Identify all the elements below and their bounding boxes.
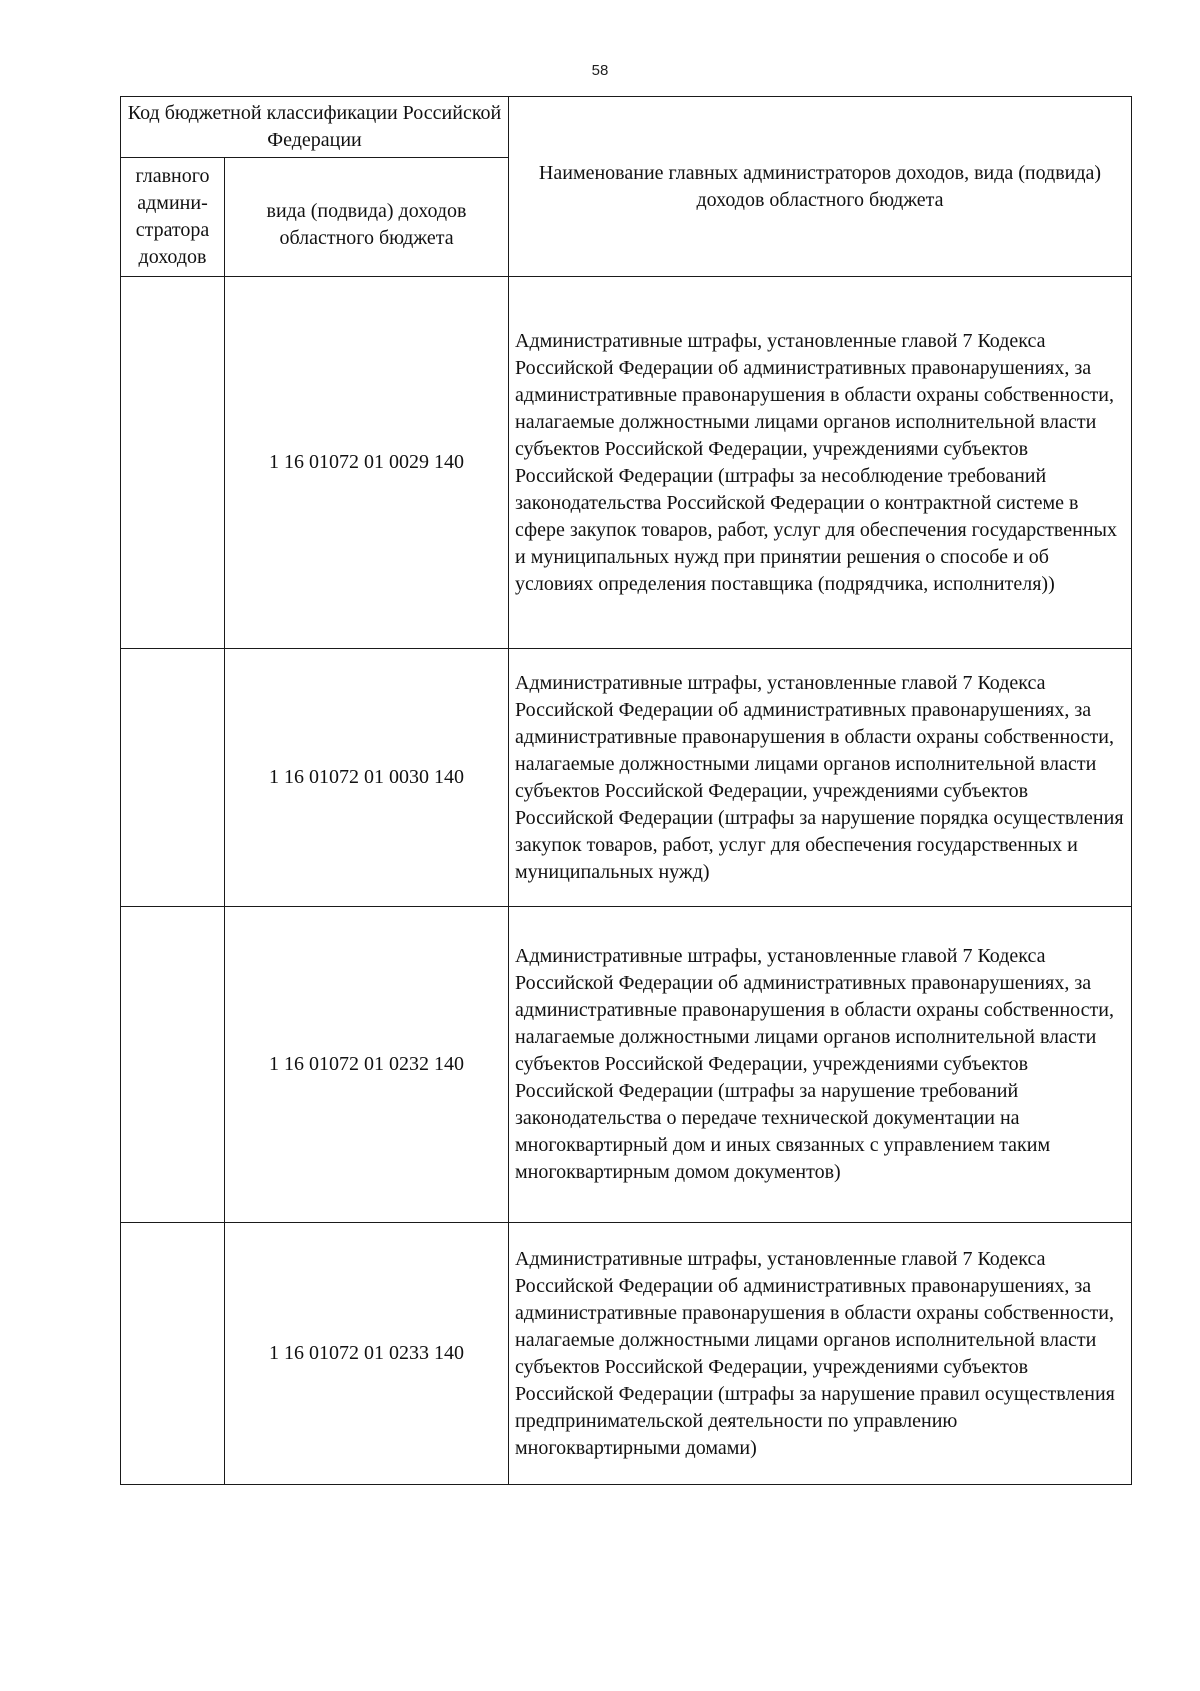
header-admin-column: главного админи- стратора доходов <box>121 158 225 277</box>
code-cell: 1 16 01072 01 0029 140 <box>225 277 509 649</box>
name-text: Административные штрафы, установленные главой 7 Кодекса Российской Федерации об административных правонарушениях, за административные правонарушения в области охраны собственности, налагаемые должностными лицами органов исполнительной власти субъектов Российской Федерации, учреждениями субъектов Российской Федерации (штрафы за нарушение порядка осуществления закупок товаров, работ, услуг для обеспечения государственных и муниципальных нужд) <box>515 671 1124 883</box>
code-cell: 1 16 01072 01 0232 140 <box>225 907 509 1223</box>
admin-cell <box>121 1223 225 1485</box>
budget-classification-table <box>120 96 1132 1485</box>
header-row-top <box>121 97 1132 158</box>
page-number: 58 <box>591 62 609 79</box>
name-cell <box>509 907 1132 1223</box>
table-row <box>121 277 1132 649</box>
name-cell <box>509 277 1132 649</box>
admin-cell <box>121 907 225 1223</box>
name-text: Административные штрафы, установленные главой 7 Кодекса Российской Федерации об административных правонарушениях, за административные правонарушения в области охраны собственности, налагаемые должностными лицами органов исполнительной власти субъектов Российской Федерации, учреждениями субъектов Российской Федерации (штрафы за нарушение требований законодательства о передаче технической документации на многоквартирный дом и иных связанных с управлением таким многоквартирным домом документов) <box>515 945 1114 1183</box>
name-cell <box>509 649 1132 907</box>
header-group-title: Код бюджетной классификации Российской Федерации <box>121 97 509 158</box>
code-cell: 1 16 01072 01 0030 140 <box>225 649 509 907</box>
table-row <box>121 649 1132 907</box>
name-cell <box>509 1223 1132 1485</box>
admin-cell <box>121 649 225 907</box>
header-code-column: вида (подвида) доходов областного бюджета <box>225 158 509 277</box>
name-text: Административные штрафы, установленные главой 7 Кодекса Российской Федерации об административных правонарушениях, за административные правонарушения в области охраны собственности, налагаемые должностными лицами органов исполнительной власти субъектов Российской Федерации, учреждениями субъектов Российской Федерации (штрафы за нарушение правил осуществления предпринимательской деятельности по управлению многоквартирными домами) <box>515 1247 1115 1459</box>
table-row <box>121 907 1132 1223</box>
code-cell: 1 16 01072 01 0233 140 <box>225 1223 509 1485</box>
admin-cell <box>121 277 225 649</box>
header-name-column: Наименование главных администраторов доходов, вида (подвида) доходов областного бюджета <box>509 97 1132 277</box>
name-text: Административные штрафы, установленные главой 7 Кодекса Российской Федерации об административных правонарушениях, за административные правонарушения в области охраны собственности, налагаемые должностными лицами органов исполнительной власти субъектов Российской Федерации, учреждениями субъектов Российской Федерации (штрафы за несоблюдение требований законодательства Российской Федерации о контрактной системе в сфере закупок товаров, работ, услуг для обеспечения государственных и муниципальных нужд при принятии решения о способе и об условиях определения поставщика (подрядчика, исполнителя)) <box>515 329 1117 595</box>
table-row <box>121 1223 1132 1485</box>
